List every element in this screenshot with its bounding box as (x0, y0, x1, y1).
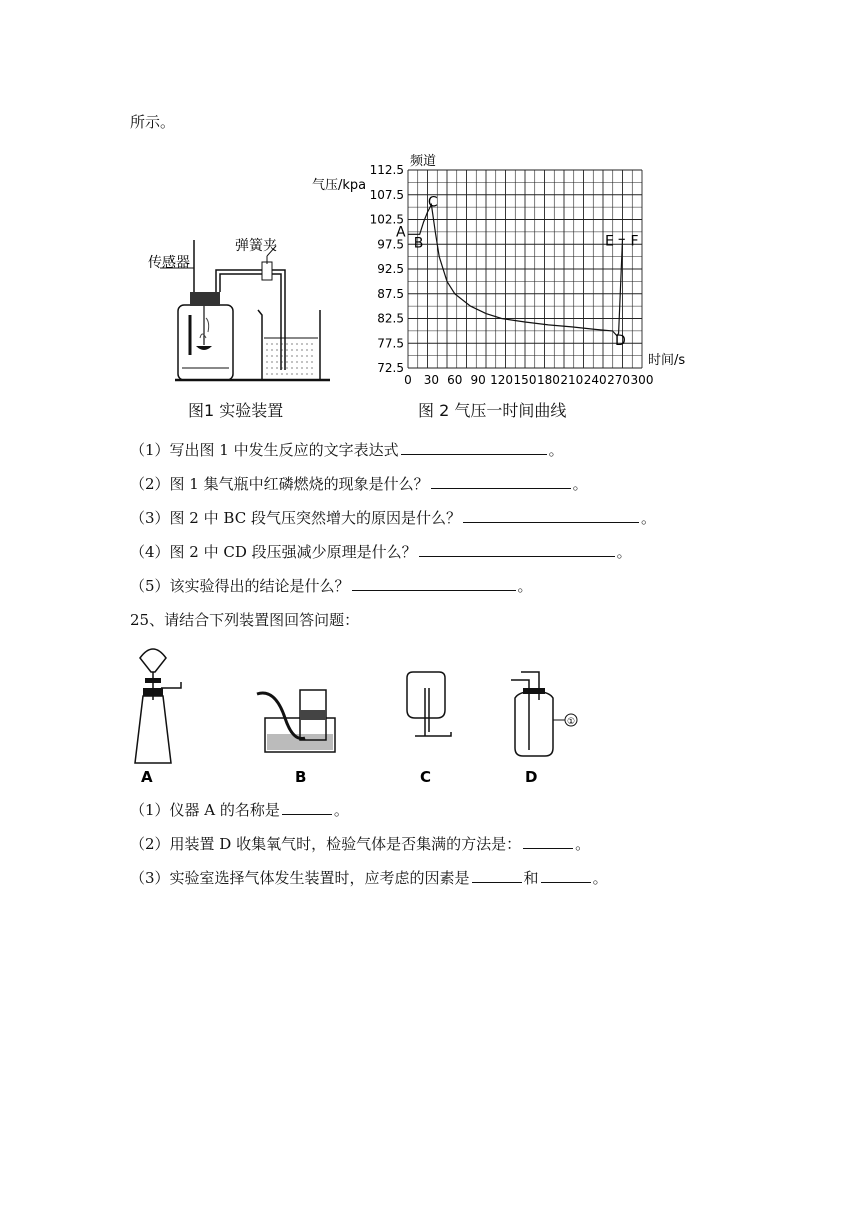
combustion-spoon (196, 346, 212, 350)
curve-point-label: A (396, 224, 406, 241)
q24-item-2: （2）图 1 集气瓶中红磷燃烧的现象是什么？ 。 (130, 475, 588, 493)
marker-d: ① (567, 717, 576, 727)
x-tick-label: 0 (404, 373, 412, 387)
y-axis-label: 气压/kpa (312, 178, 367, 193)
apparatus-b (257, 690, 335, 786)
curve-point-label: F (630, 233, 639, 250)
q25-item-3: （3）实验室选择气体发生装置时，应考虑的因素是 和 。 (130, 869, 608, 887)
q25-title: 25、请结合下列装置图回答问题： (130, 611, 360, 629)
x-tick-label: 30 (423, 373, 440, 387)
curve-point-label: B (413, 235, 424, 252)
figure1-caption: 图1 实验装置 (188, 401, 284, 420)
label-a: A (141, 768, 153, 786)
figure2-caption: 图 2 气压一时间曲线 (418, 401, 567, 420)
curve-point-label: E (605, 233, 614, 250)
q24-item-4: （4）图 2 中 CD 段压强减少原理是什么？ 。 (130, 543, 632, 561)
x-tick-label: 210 (560, 373, 584, 387)
spring-clamp (262, 262, 272, 280)
pressure-time-chart (310, 152, 710, 392)
answer-blank[interactable] (523, 834, 573, 849)
chart-top-label: 频道 (410, 154, 437, 169)
label-b: B (295, 768, 307, 786)
answer-blank[interactable] (419, 542, 615, 557)
intro-text: 所示。 (130, 113, 176, 131)
q25-apparatus-row (125, 638, 585, 788)
y-tick-label: 97.5 (377, 237, 404, 252)
label-sensor: 传感器 (148, 255, 190, 271)
label-clamp: 弹簧夹 (235, 238, 277, 254)
answer-blank[interactable] (352, 576, 516, 591)
y-tick-label: 87.5 (377, 286, 404, 301)
q24-item-5: （5）该实验得出的结论是什么？ 。 (130, 577, 533, 595)
answer-blank[interactable] (463, 508, 639, 523)
y-tick-label: 112.5 (369, 163, 404, 177)
q24-item-3: （3）图 2 中 BC 段气压突然增大的原因是什么？ 。 (130, 509, 656, 527)
answer-blank[interactable] (401, 440, 547, 455)
y-tick-label: 82.5 (377, 311, 404, 326)
apparatus-d (511, 672, 577, 786)
label-c: C (420, 768, 432, 786)
curve-point-label: D (615, 332, 626, 349)
x-axis-label: 时间/s (648, 353, 686, 368)
apparatus-c (407, 672, 451, 786)
y-tick-label: 77.5 (377, 336, 404, 351)
y-tick-label: 72.5 (377, 361, 404, 375)
q25-item-1: （1）仪器 A 的名称是 。 (130, 801, 349, 819)
apparatus-a (135, 649, 181, 786)
x-tick-label: 180 (536, 373, 560, 387)
x-tick-label: 60 (447, 373, 463, 387)
answer-blank[interactable] (541, 868, 591, 883)
gas-jar (178, 305, 233, 380)
x-tick-label: 150 (513, 373, 537, 387)
answer-blank[interactable] (472, 868, 522, 883)
y-tick-label: 92.5 (377, 262, 404, 276)
answer-blank[interactable] (282, 800, 332, 815)
curve-point-label: C (427, 194, 438, 211)
q25-item-2: （2）用装置 D 收集氧气时，检验气体是否集满的方法是： 。 (130, 835, 591, 853)
label-d: D (525, 768, 538, 786)
y-tick-label: 107.5 (369, 187, 404, 202)
figure1-apparatus (130, 220, 340, 395)
q24-item-1: （1）写出图 1 中发生反应的文字表达式 。 (130, 441, 564, 459)
x-tick-label: 300 (630, 373, 654, 387)
x-tick-label: 90 (470, 373, 486, 387)
x-tick-label: 120 (490, 373, 514, 387)
y-tick-label: 102.5 (369, 212, 404, 227)
x-tick-label: 240 (583, 373, 607, 387)
stopper (190, 292, 220, 306)
answer-blank[interactable] (431, 474, 571, 489)
x-tick-label: 270 (607, 373, 631, 387)
